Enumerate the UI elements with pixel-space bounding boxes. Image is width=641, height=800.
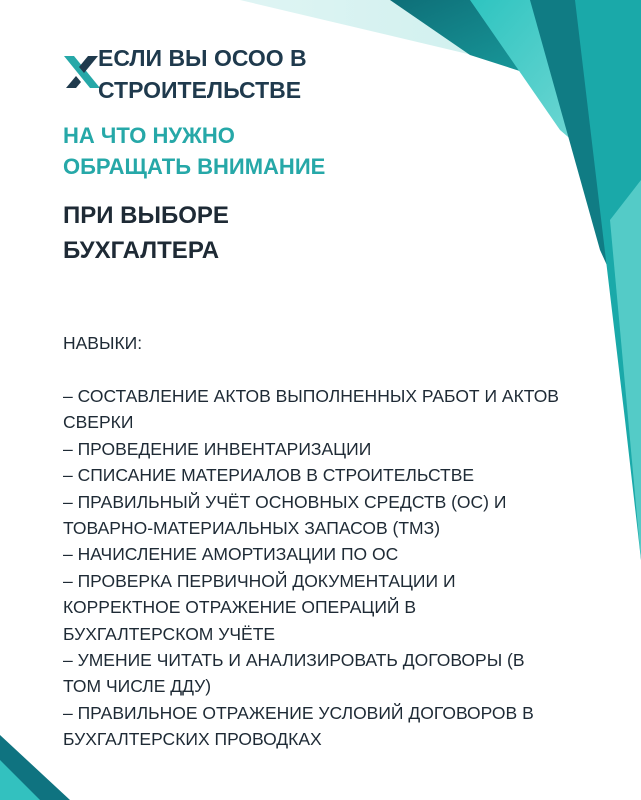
skill-item: – СПИСАНИЕ МАТЕРИАЛОВ В СТРОИТЕЛЬСТВЕ: [63, 465, 475, 486]
x-brand-icon: [62, 52, 102, 92]
subtitle-line1: НА ЧТО НУЖНО: [63, 123, 235, 148]
header-title: [98, 42, 418, 106]
skill-item: – УМЕНИЕ ЧИТАТЬ И АНАЛИЗИРОВАТЬ ДОГОВОРЫ (В ТОМ ЧИСЛЕ ДДУ): [63, 650, 525, 697]
main-title-line1: ПРИ ВЫБОРЕ: [63, 202, 229, 229]
main-title-line2: БУХГАЛТЕРА: [63, 237, 220, 264]
top-right-shape-sliver: [610, 180, 641, 560]
skill-item: – ПРАВИЛЬНЫЙ УЧЁТ ОСНОВНЫХ СРЕДСТВ (ОС) И ТОВАРНО-МАТЕРИАЛЬНЫХ ЗАПАСОВ (ТМЗ): [63, 491, 507, 539]
header-title-line1: ЕСЛИ ВЫ ОСОО В: [98, 45, 307, 71]
skill-item: – ПРОВЕРКА ПЕРВИЧНОЙ ДОКУМЕНТАЦИИ И КОРРЕКТНОЕ ОТРАЖЕНИЕ ОПЕРАЦИЙ В БУХГАЛТЕРСКОМ УЧЁТЕ: [63, 570, 456, 644]
header-title-line2: СТРОИТЕЛЬСТВЕ: [98, 77, 302, 103]
skills-list: [63, 383, 563, 753]
skill-item: – ПРОВЕДЕНИЕ ИНВЕНТАРИЗАЦИИ: [63, 438, 372, 459]
subtitle-line2: ОБРАЩАТЬ ВНИМАНИЕ: [63, 154, 326, 179]
skill-item: – ПРАВИЛЬНОЕ ОТРАЖЕНИЕ УСЛОВИЙ ДОГОВОРОВ В БУХГАЛТЕРСКИХ ПРОВОДКАХ: [63, 702, 534, 750]
skill-item: – НАЧИСЛЕНИЕ АМОРТИЗАЦИИ ПО ОС: [63, 544, 399, 565]
subtitle: [63, 120, 403, 182]
skills-heading: НАВЫКИ:: [63, 333, 143, 353]
skill-item: – СОСТАВЛЕНИЕ АКТОВ ВЫПОЛНЕННЫХ РАБОТ И АКТОВ СВЕРКИ: [63, 386, 559, 433]
main-title: [63, 198, 403, 268]
